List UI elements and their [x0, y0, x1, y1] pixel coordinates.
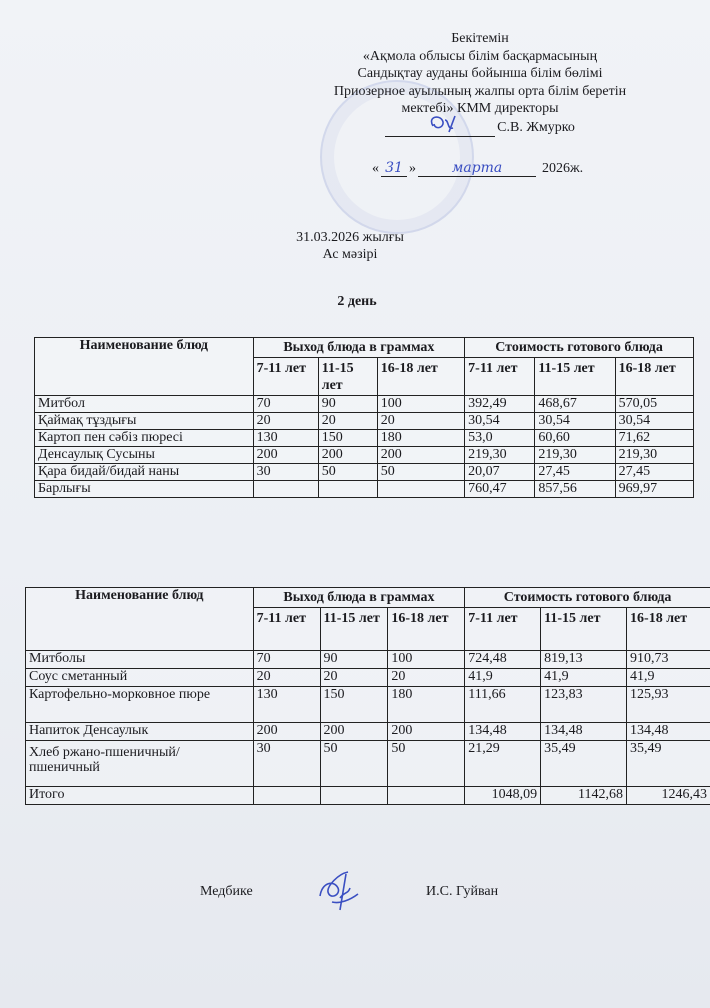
cost-cell: 134,48 — [541, 723, 627, 741]
cost-cell: 468,67 — [535, 396, 615, 413]
weight-cell: 20 — [253, 669, 320, 687]
empty-cell — [388, 787, 465, 805]
total-label: Итого — [26, 787, 254, 805]
nurse-signature-icon — [310, 868, 370, 914]
table-row — [35, 430, 694, 447]
approval-heading: Бекітемін — [451, 31, 509, 46]
dish-name: Соус сметанный — [26, 669, 254, 687]
cost-cell: 27,45 — [535, 464, 615, 481]
signature-scribble-icon — [385, 112, 495, 134]
menu-date: 31.03.2026 жылғы — [296, 230, 404, 245]
header-age: 16-18 лет — [627, 608, 710, 651]
total-cost: 857,56 — [535, 481, 615, 498]
weight-cell: 200 — [318, 447, 377, 464]
cost-cell: 53,0 — [465, 430, 535, 447]
cost-cell: 111,66 — [465, 687, 541, 723]
header-age: 11-15 лет — [320, 608, 388, 651]
header-weight: Выход блюда в граммах — [253, 338, 465, 358]
cost-cell: 21,29 — [465, 741, 541, 787]
header-dish-name: Наименование блюд — [35, 338, 254, 396]
empty-cell — [377, 481, 464, 498]
dish-name: Митбол — [35, 396, 254, 413]
total-cost: 969,97 — [615, 481, 693, 498]
cost-cell: 41,9 — [465, 669, 541, 687]
dish-name: Напиток Денсаулык — [26, 723, 254, 741]
director-signature-line — [300, 118, 660, 137]
cost-cell: 910,73 — [627, 651, 710, 669]
nurse-name: И.С. Гуйван — [426, 884, 499, 899]
table-row — [26, 651, 710, 669]
nurse-role: Медбике — [200, 884, 253, 899]
dish-name: Картоп пен сәбіз пюресі — [35, 430, 254, 447]
total-cost: 760,47 — [465, 481, 535, 498]
cost-cell: 20,07 — [465, 464, 535, 481]
approval-line-3: Приозерное ауылының жалпы орта білім беретін — [333, 83, 627, 99]
header-dish-name: Наименование блюд — [26, 588, 254, 651]
weight-cell: 50 — [318, 464, 377, 481]
cost-cell: 60,60 — [535, 430, 615, 447]
dish-name: Хлеб ржано-пшеничный/пшеничный — [26, 741, 254, 787]
weight-cell: 20 — [377, 413, 464, 430]
cost-cell: 35,49 — [627, 741, 710, 787]
total-cost: 1142,68 — [541, 787, 627, 805]
table-row — [35, 413, 694, 430]
director-signature — [385, 118, 495, 137]
weight-cell: 20 — [320, 669, 388, 687]
weight-cell: 130 — [253, 687, 320, 723]
director-name: С.В. Жмурко — [497, 120, 575, 135]
cost-cell: 219,30 — [615, 447, 693, 464]
approval-block — [300, 30, 660, 137]
date-quote-open: « — [372, 161, 379, 176]
cost-cell: 123,83 — [541, 687, 627, 723]
cost-cell: 30,54 — [465, 413, 535, 430]
header-age: 7-11 лет — [253, 608, 320, 651]
weight-cell: 200 — [377, 447, 464, 464]
weight-cell: 200 — [253, 447, 318, 464]
total-row — [26, 787, 710, 805]
weight-cell: 90 — [318, 396, 377, 413]
total-cost: 1246,43 — [627, 787, 710, 805]
menu-title: Ас мәзірі — [322, 247, 378, 262]
weight-cell: 50 — [320, 741, 388, 787]
menu-table-russian — [25, 587, 710, 805]
weight-cell: 30 — [253, 464, 318, 481]
empty-cell — [320, 787, 388, 805]
dish-name: Картофельно-морковное пюре — [26, 687, 254, 723]
header-age: 11-15 лет — [535, 358, 615, 396]
approval-line-2: Сандықтау ауданы бойынша білім бөлімі — [357, 66, 603, 81]
empty-cell — [253, 787, 320, 805]
weight-cell: 150 — [318, 430, 377, 447]
table-row — [26, 687, 710, 723]
dish-name: Қаймақ тұздығы — [35, 413, 254, 430]
weight-cell: 180 — [377, 430, 464, 447]
menu-day: 2 день — [337, 294, 377, 309]
weight-cell: 150 — [320, 687, 388, 723]
cost-cell: 30,54 — [615, 413, 693, 430]
cost-cell: 134,48 — [465, 723, 541, 741]
table-row — [26, 741, 710, 787]
weight-cell: 200 — [320, 723, 388, 741]
dish-name: Қара бидай/бидай наны — [35, 464, 254, 481]
cost-cell: 125,93 — [627, 687, 710, 723]
weight-cell: 50 — [377, 464, 464, 481]
date-year: 2026ж. — [542, 161, 584, 176]
weight-cell: 30 — [253, 741, 320, 787]
nurse-signature-block — [200, 878, 540, 918]
weight-cell: 20 — [388, 669, 465, 687]
cost-cell: 819,13 — [541, 651, 627, 669]
cost-cell: 570,05 — [615, 396, 693, 413]
cost-cell: 41,9 — [541, 669, 627, 687]
date-quote-close: » — [409, 161, 416, 176]
header-cost: Стоимость готового блюда — [465, 588, 710, 608]
weight-cell: 70 — [253, 651, 320, 669]
table-row — [26, 669, 710, 687]
weight-cell: 200 — [253, 723, 320, 741]
header-age: 7-11 лет — [465, 358, 535, 396]
total-label: Барлығы — [35, 481, 254, 498]
date-month: марта — [418, 160, 536, 177]
empty-cell — [318, 481, 377, 498]
cost-cell: 134,48 — [627, 723, 710, 741]
cost-cell: 219,30 — [535, 447, 615, 464]
header-age: 11-15 лет — [318, 358, 377, 396]
cost-cell: 219,30 — [465, 447, 535, 464]
total-cost: 1048,09 — [465, 787, 541, 805]
header-weight: Выход блюда в граммах — [253, 588, 465, 608]
cost-cell: 71,62 — [615, 430, 693, 447]
table-row — [35, 464, 694, 481]
approval-line-4: мектебі» КММ директоры — [401, 101, 559, 116]
cost-cell: 30,54 — [535, 413, 615, 430]
weight-cell: 130 — [253, 430, 318, 447]
header-age: 16-18 лет — [388, 608, 465, 651]
weight-cell: 70 — [253, 396, 318, 413]
empty-cell — [253, 481, 318, 498]
table-row — [35, 396, 694, 413]
header-cost: Стоимость готового блюда — [465, 338, 694, 358]
weight-cell: 100 — [377, 396, 464, 413]
cost-cell: 41,9 — [627, 669, 710, 687]
approval-date — [372, 160, 612, 177]
cost-cell: 27,45 — [615, 464, 693, 481]
cost-cell: 724,48 — [465, 651, 541, 669]
header-age: 16-18 лет — [377, 358, 464, 396]
dish-name: Митболы — [26, 651, 254, 669]
cost-cell: 392,49 — [465, 396, 535, 413]
header-age: 16-18 лет — [615, 358, 693, 396]
header-age: 7-11 лет — [465, 608, 541, 651]
weight-cell: 20 — [253, 413, 318, 430]
weight-cell: 20 — [318, 413, 377, 430]
weight-cell: 100 — [388, 651, 465, 669]
table-row — [35, 447, 694, 464]
date-day: 31 — [381, 160, 407, 177]
header-age: 11-15 лет — [541, 608, 627, 651]
total-row — [35, 481, 694, 498]
weight-cell: 180 — [388, 687, 465, 723]
weight-cell: 50 — [388, 741, 465, 787]
table-row — [26, 723, 710, 741]
approval-line-1: «Ақмола облысы білім басқармасының — [362, 48, 598, 64]
weight-cell: 200 — [388, 723, 465, 741]
cost-cell: 35,49 — [541, 741, 627, 787]
menu-table-kazakh — [34, 337, 694, 498]
header-age: 7-11 лет — [253, 358, 318, 396]
dish-name: Денсаулық Сусыны — [35, 447, 254, 464]
weight-cell: 90 — [320, 651, 388, 669]
